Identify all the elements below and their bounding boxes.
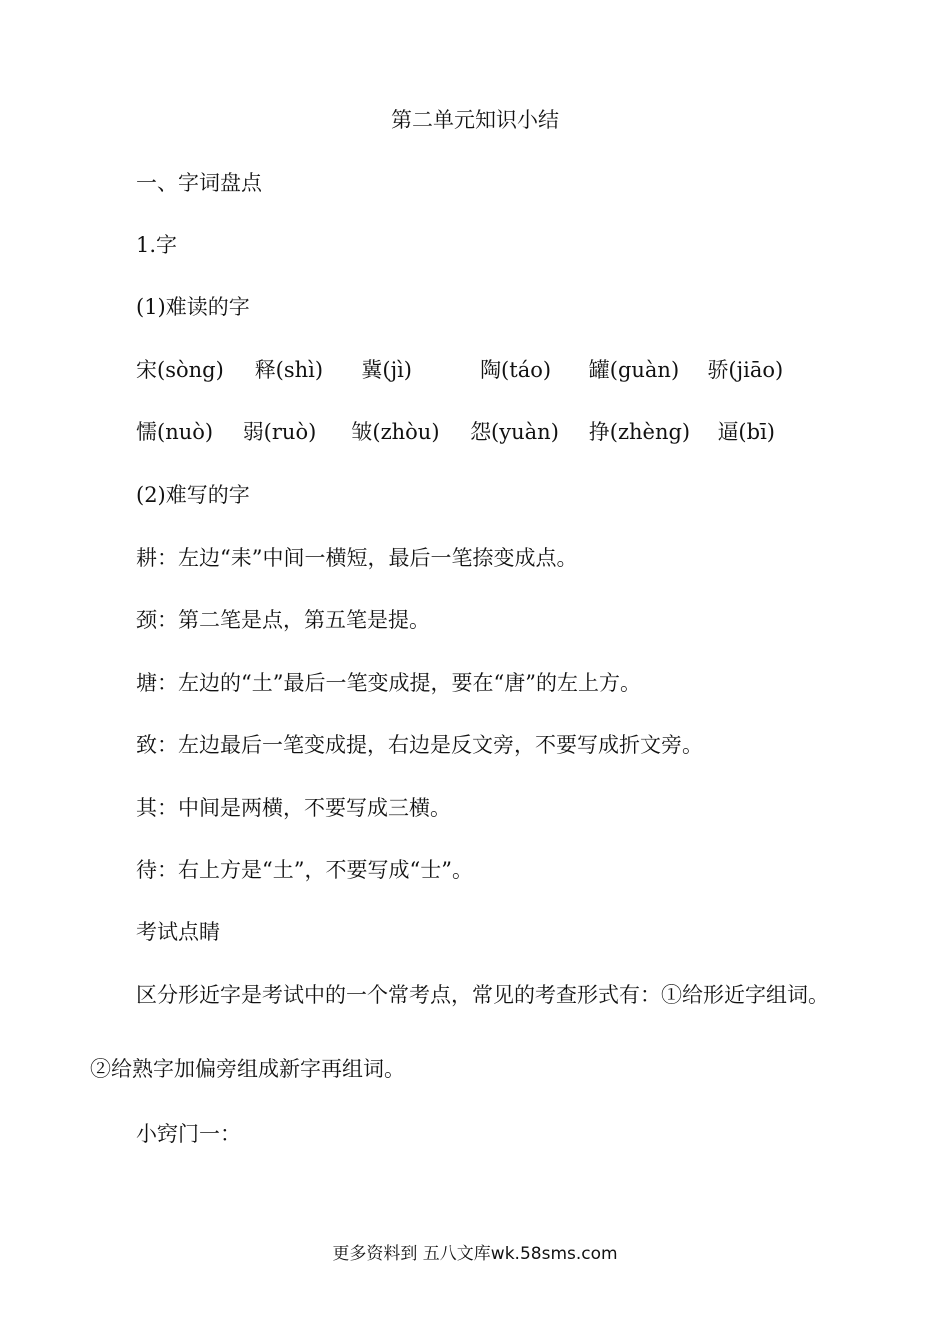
- hard-to-write-item: 待：右上方是“土”，不要写成“士”。: [136, 858, 473, 882]
- char-pinyin-item: 怨(yuàn): [470, 420, 559, 444]
- char-pinyin-item: 罐(guàn): [588, 358, 680, 382]
- char-pinyin-item: 弱(ruò): [242, 420, 317, 444]
- char-pinyin-item: 挣(zhèng): [588, 420, 691, 444]
- char-pinyin-item: 冀(jì): [361, 358, 412, 382]
- hard-to-read-row-1: [136, 356, 783, 384]
- tip-heading: 小窍门一：: [136, 1122, 241, 1146]
- hard-to-read-row-2: [136, 418, 775, 446]
- char-pinyin-item: 宋(sòng): [136, 358, 224, 382]
- page-title: 第二单元知识小结: [391, 108, 559, 132]
- hard-to-write-item: 塘：左边的“土”最后一笔变成提，要在“唐”的左上方。: [136, 671, 641, 695]
- char-pinyin-item: 皱(zhòu): [351, 420, 440, 444]
- hard-to-read-heading: (1)难读的字: [136, 295, 250, 319]
- char-pinyin-item: 逼(bī): [717, 420, 775, 444]
- exam-tip-text-line-1: 区分形近字是考试中的一个常考点，常见的考查形式有：①给形近字组词。: [136, 983, 829, 1007]
- section-heading-words: 一、字词盘点: [136, 171, 262, 195]
- hard-to-write-heading: (2)难写的字: [136, 483, 250, 507]
- char-pinyin-item: 陶(táo): [480, 358, 552, 382]
- footer-source-note: 更多资料到 五八文库wk.58sms.com: [332, 1244, 618, 1264]
- subsection-characters: 1.字: [136, 233, 178, 257]
- exam-tip-heading: 考试点睛: [136, 920, 220, 944]
- hard-to-write-item: 其：中间是两横，不要写成三横。: [136, 796, 451, 820]
- char-pinyin-item: 释(shì): [254, 358, 324, 382]
- char-pinyin-item: 骄(jiāo): [707, 358, 784, 382]
- hard-to-write-item: 耕：左边“耒”中间一横短，最后一笔捺变成点。: [136, 546, 578, 570]
- hard-to-write-item: 致：左边最后一笔变成提，右边是反文旁，不要写成折文旁。: [136, 733, 703, 757]
- char-pinyin-item: 懦(nuò): [136, 420, 214, 444]
- hard-to-write-item: 颈：第二笔是点，第五笔是提。: [136, 608, 430, 632]
- exam-tip-text-line-2: ②给熟字加偏旁组成新字再组词。: [90, 1057, 405, 1081]
